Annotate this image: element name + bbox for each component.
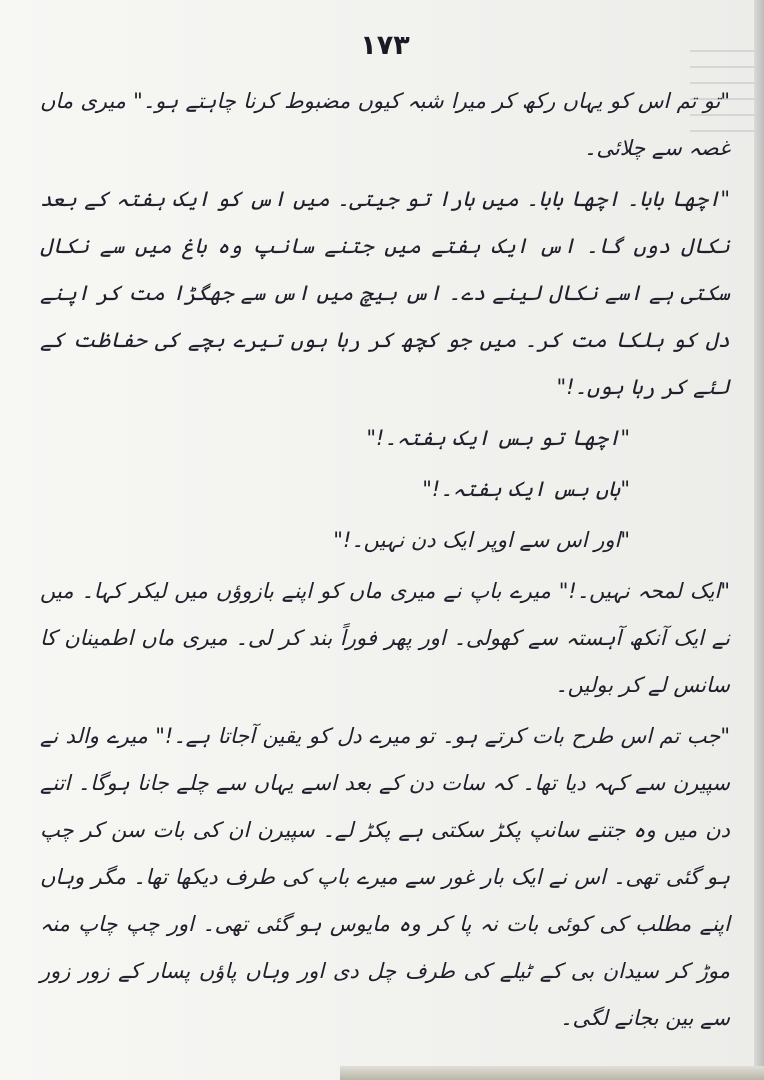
page-edge-right [754, 0, 764, 1080]
paragraph-2: "اچھا بابا۔ اچھا بابا۔ میں ہارا تو جیتی۔ میں اس کو ایک ہفتہ کے بعد نکال دوں گا۔ اس ایک ہفتے میں جتنے سانپ وہ باغ میں سے نکال سکتی ہے اسے نکال لینے دے۔ اس بیچ میں اس سے جھگڑا مت کر اپنے دل کو ہلکا مت کر۔ میں جو کچھ کر رہا ہوں تیرے بچے کی حفاظت کے لئے کر رہا ہوں۔!" [40, 187, 730, 399]
paragraph-7: "جب تم اس طرح بات کرتے ہو۔ تو میرے دل کو یقین آجاتا ہے۔!" میرے والد نے سپیرن سے کہہ دیا تھا۔ کہ سات دن کے بعد اسے یہاں سے چلے جانا ہوگا۔ اتنے دن میں وہ جتنے سانپ پکڑ سکتی ہے پکڑ لے۔ سپیرن ان کی بات سن کر چپ ہو گئی تھی۔ اس نے ایک بار غور سے میرے باپ کی طرف دیکھا تھا۔ مگر وہاں اپنے مطلب کی کوئی بات نہ پا کر وہ مایوس ہو گئی تھی۔ اور چپ چاپ منہ موڑ کر سیدان بی کے ٹیلے کی طرف چل دی اور وہاں پاؤں پسار کے زور زور سے بین بجانے لگی۔ [40, 724, 730, 1030]
page-edge-bottom [340, 1066, 764, 1080]
paragraph-1: "تو تم اس کو یہاں رکھ کر میرا شبہ کیوں مضبوط کرنا چاہتے ہو۔" میری ماں غصہ سے چلائی۔ [40, 89, 730, 160]
paragraph-3: "اچھا تو بس ایک ہفتہ۔!" [366, 426, 630, 450]
page-number: ۱۷۳ [360, 30, 410, 61]
paragraph-5: "اور اس سے اوپر ایک دن نہیں۔!" [333, 528, 630, 552]
paragraph-6: "ایک لمحہ نہیں۔!" میرے باپ نے میری ماں کو اپنے بازوؤں میں لیکر کہا۔ میں نے ایک آنکھ آہستہ سے کھولی۔ اور پھر فوراً بند کر لی۔ میری ماں اطمینان کا سانس لے کر بولیں۔ [40, 579, 730, 697]
paragraph-4: "ہاں بس ایک ہفتہ۔!" [422, 477, 630, 501]
body-text [40, 78, 730, 1046]
